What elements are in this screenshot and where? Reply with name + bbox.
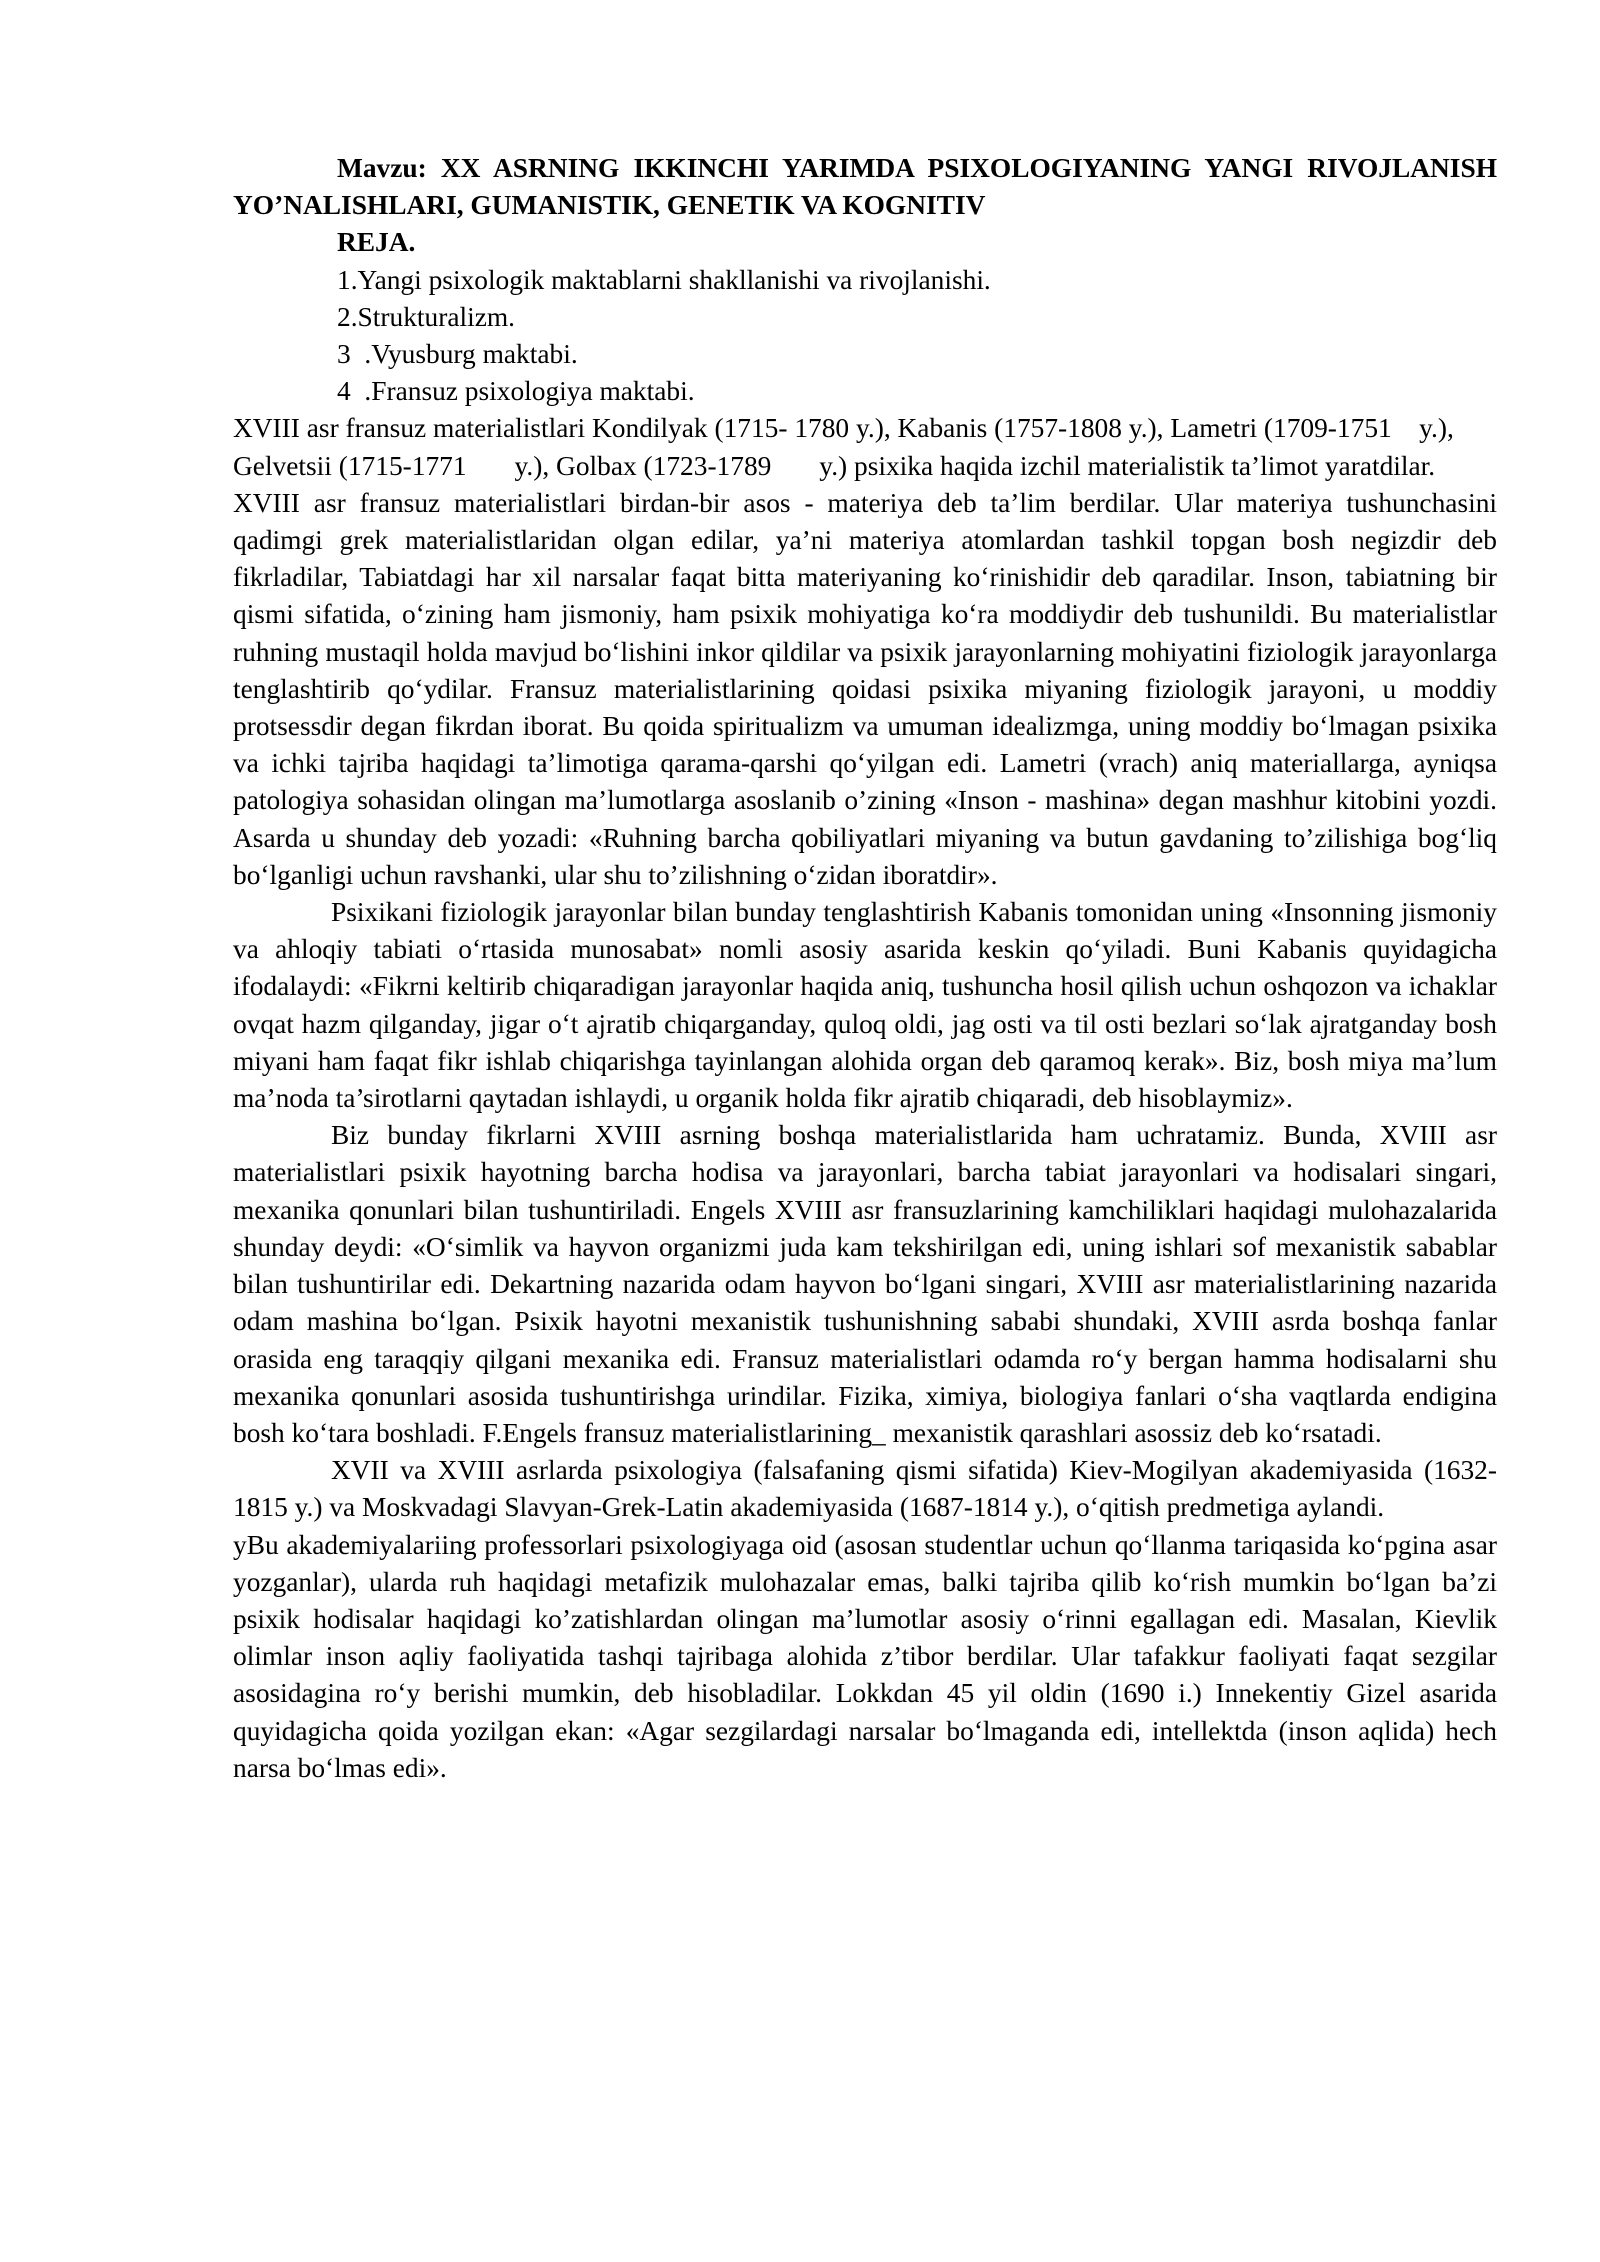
document-page bbox=[233, 150, 1497, 1787]
document-title: Mavzu: XX ASRNING IKKINCHI YARIMDA PSIXOLOGIYANING YANGI RIVOJLANISH YO’NALISHLARI, GUMANISTIK, GENETIK VA KOGNITIV bbox=[233, 153, 1497, 221]
plan-list bbox=[233, 262, 1497, 411]
plan-item-2: 2.Strukturalizm. bbox=[337, 301, 516, 332]
paragraph-1: XVIII asr fransuz materialistlari Kondilyak (1715- 1780 y.), Kabanis (1757-1808 y.), Lametri (1709-1751 y.), Gelvetsii (1715-1771 y.), Golbax (1723-1789 y.) psixika haqida izchil materialistik ta’limot yaratdilar. bbox=[233, 413, 1461, 481]
paragraph-5: XVII va XVIII asrlarda psixologiya (falsafaning qismi sifatida) Kiev-Mogilyan akademiyasida (1632-1815 y.) va Moskvadagi Slavyan-Grek-Latin akademiyasida (1687-1814 y.), o‘qitish predmetiga aylandi. bbox=[233, 1455, 1497, 1523]
plan-item-3: 3 .Vyusburg maktabi. bbox=[337, 339, 578, 370]
plan-heading: REJA. bbox=[337, 227, 416, 258]
paragraph-6: yBu akademiyalariing professorlari psixologiyaga oid (asosan studentlar uchun qo‘llanma tariqasida ko‘pgina asar yozganlar), ularda ruh haqidagi metafizik mulohazalar emas, balki tajriba qilib ko‘rish mumkin bo‘lgan ba’zi psixik hodisalar haqidagi ko’zatishlardan olingan ma’lumotlar asosiy o‘rinni egallagan edi. Masalan, Kievlik olimlar inson aqliy faoliyatida tashqi tajribaga alohida z’tibor berdilar. Ular tafakkur faoliyati faqat sezgilar asosidagina ro‘y berishi mumkin, deb hisobladilar. Lokkdan 45 yil oldin (1690 i.) Innekentiy Gizel asarida quyidagicha qoida yozilgan ekan: «Agar sezgilardagi narsalar bo‘lmaganda edi, intellektda (inson aqlida) hech narsa bo‘lmas edi». bbox=[233, 1529, 1497, 1783]
paragraph-4: Biz bunday fikrlarni XVIII asrning boshqa materialistlarida ham uchratamiz. Bunda, XVIII asr materialistlari psixik hayotning barcha hodisa va jarayonlari, barcha tabiat jarayonlari va hodisalari singari, mexanika qonunlari bilan tushuntiriladi. Engels XVIII asr fransuzlarining kamchiliklari haqidagi mulohazalarida shunday deydi: «O‘simlik va hayvon organizmi juda kam tekshirilgan edi, uning ishlari sof mexanistik sabablar bilan tushuntirilar edi. Dekartning nazarida odam hayvon bo‘lgani singari, XVIII asr materialistlarining nazarida odam mashina bo‘lgan. Psixik hayotni mexanistik tushunishning sababi shundaki, XVIII asrda boshqa fanlar orasida eng taraqqiy qilgani mexanika edi. Fransuz materialistlari odamda ro‘y bergan hamma hodisalarni shu mexanika qonunlari asosida tushuntirishga urindilar. Fizika, ximiya, biologiya fanlari o‘sha vaqtlarda endigina bosh ko‘tara boshladi. F.Engels fransuz materialistlarining_ mexanistik qarashlari asossiz deb ko‘rsatadi. bbox=[233, 1120, 1497, 1448]
plan-item-4: 4 .Fransuz psixologiya maktabi. bbox=[337, 376, 695, 407]
paragraph-3: Psixikani fiziologik jarayonlar bilan bunday tenglashtirish Kabanis tomonidan uning «Insonning jismoniy va ahloqiy tabiati o‘rtasida munosabat» nomli asosiy asarida keskin qo‘yiladi. Buni Kabanis quyidagicha ifodalaydi: «Fikrni keltirib chiqaradigan jarayonlar haqida aniq, tushuncha hosil qilish uchun oshqozon va ichaklar ovqat hazm qilganday, jigar o‘t ajratib chiqarganday, quloq oldi, jag osti va til osti bezlari so‘lak ajratganday bosh miyani ham faqat fikr ishlab chiqarishga tayinlangan alohida organ deb qaramoq kerak». Biz, bosh miya ma’lum ma’noda ta’sirotlarni qaytadan ishlaydi, u organik holda fikr ajratib chiqaradi, deb hisoblaymiz». bbox=[233, 897, 1497, 1114]
paragraph-2: XVIII asr fransuz materialistlari birdan-bir asos - materiya deb ta’lim berdilar. Ular materiya tushunchasini qadimgi grek materialistlaridan olgan edilar, ya’ni materiya atomlardan tashkil topgan bosh negizdir deb fikrladilar, Tabiatdagi har xil narsalar faqat bitta materiyaning ko‘rinishidir deb qaradilar. Inson, tabiatning bir qismi sifatida, o‘zining ham jismoniy, ham psixik mohiyatiga ko‘ra moddiydir deb tushunildi. Bu materialistlar ruhning mustaqil holda mavjud bo‘lishini inkor qildilar va psixik jarayonlarning mohiyatini fiziologik jarayonlarga tenglashtirib qo‘ydilar. Fransuz materialistlarining qoidasi psixika miyaning fiziologik jarayoni, u moddiy protsessdir degan fikrdan iborat. Bu qoida spiritualizm va umuman idealizmga, uning moddiy bo‘lmagan psixika va ichki tajriba haqidagi ta’limotiga qarama-qarshi qo‘yilgan edi. Lametri (vrach) aniq materiallarga, ayniqsa patologiya sohasidan olingan ma’lumotlarga asoslanib o’zining «Inson - mashina» degan mashhur kitobini yozdi. Asarda u shunday deb yozadi: «Ruhning barcha qobiliyatlari miyaning va butun gavdaning to’zilishiga bog‘liq bo‘lganligi uchun ravshanki, ular shu to’zilishning o‘zidan iboratdir». bbox=[233, 487, 1497, 890]
plan-item-1: 1.Yangi psixologik maktablarni shakllanishi va rivojlanishi. bbox=[337, 264, 991, 295]
